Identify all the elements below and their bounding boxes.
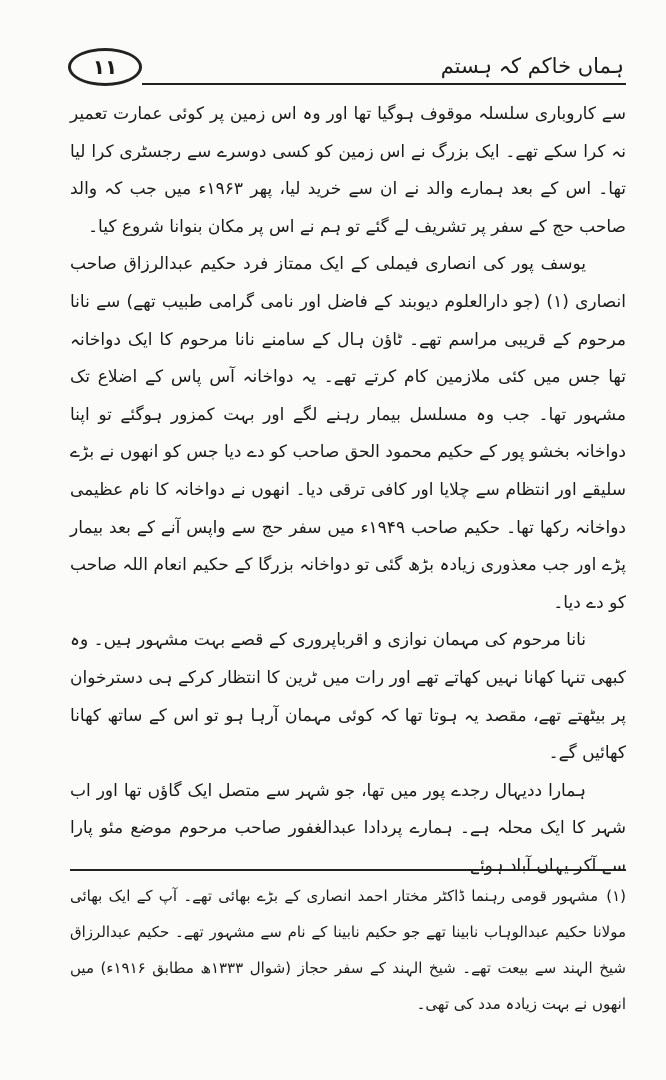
paragraph: سے کاروباری سلسلہ موقوف ہوگیا تھا اور وہ اس زمین پر کوئی عمارت تعمیر نہ کرا سکے تھے۔ ایک بزرگ نے اس زمین کو کسی دوسرے سے رجسٹری کرا لیا تھا۔ اس کے بعد ہمارے والد نے ان سے خرید لیا، پھر ۱۹۶۳ء میں جب کہ والد صاحب حج کے سفر پر تشریف لے گئے تو ہم نے اس پر مکان بنوانا شروع کیا۔ <box>70 104 627 237</box>
page-number: ١١ <box>68 48 142 86</box>
running-header-title: ہماں خاکم کہ ہستم <box>440 54 624 78</box>
paragraph: نانا مرحوم کی مہمان نوازی و اقرباپروری کے قصے بہت مشہور ہیں۔ وہ کبھی تنہا کھانا نہیں کھاتے تھے اور رات میں ٹرین کا انتظار کرکے ہی دسترخوان پر بیٹھتے تھے، مقصد یہ ہوتا تھا کہ کوئی مہمان آرہا ہو تو اس کے ساتھ کھانا کھائیں گے۔ <box>70 630 626 764</box>
footnotes <box>70 878 626 1022</box>
paragraph: ہمارا ددیہال رجدے پور میں تھا، جو شہر سے متصل ایک گاؤں تھا اور اب شہر کا ایک محلہ ہے۔ ہمارے پردادا عبدالغفور صاحب مرحوم موضع مئو پارا سے آکر یہاں آباد ہوئے <box>70 780 626 876</box>
footnote-text: مشہور قومی رہنما ڈاکٹر مختار احمد انصاری کے بڑے بھائی تھے۔ آپ کے ایک بھائی مولانا حکیم عبدالوہاب نابینا تھے جو حکیم نابینا کے نام سے مشہور تھے۔ حکیم عبدالرزاق شیخ الہند سے بیعت تھے۔ شیخ الہند کے سفر حجاز (شوال ۱۳۳۳ھ مطابق ۱۹۱۶ء) میں انھوں نے بہت زیادہ مدد کی تھی۔ <box>70 887 626 1013</box>
footnote <box>70 878 626 1022</box>
footnote-marker: (۱) <box>606 887 626 905</box>
footnote-rule <box>70 869 626 871</box>
paragraph: یوسف پور کی انصاری فیملی کے ایک ممتاز فرد حکیم عبدالرزاق صاحب انصاری (۱) (جو دارالعلوم دیوبند کے فاضل اور نامی گرامی طبیب تھے) سے نانا مرحوم کے قریبی مراسم تھے۔ ٹاؤن ہال کے سامنے نانا مرحوم کا ایک دواخانہ تھا جس میں کئی ملازمین کام کرتے تھے۔ یہ دواخانہ آس پاس کے اضلاع تک مشہور تھا۔ جب وہ مسلسل بیمار رہنے لگے اور بہت کمزور ہوگئے تو اپنا دواخانہ بخشو پور کے حکیم محمود الحق صاحب کو دے دیا جس کو انھوں نے بڑے سلیقے اور انتظام سے چلایا اور کافی ترقی دیا۔ انھوں نے دواخانہ کا نام عظیمی دواخانہ رکھا تھا۔ حکیم صاحب ۱۹۴۹ء میں سفر حج سے واپس آنے کے بعد بیمار پڑے اور جب معذوری زیادہ بڑھ گئی تو دواخانہ بزرگا کے حکیم انعام اللہ صاحب کو دے دیا۔ <box>70 254 626 613</box>
body-text <box>70 96 626 885</box>
header-rule <box>142 83 626 85</box>
